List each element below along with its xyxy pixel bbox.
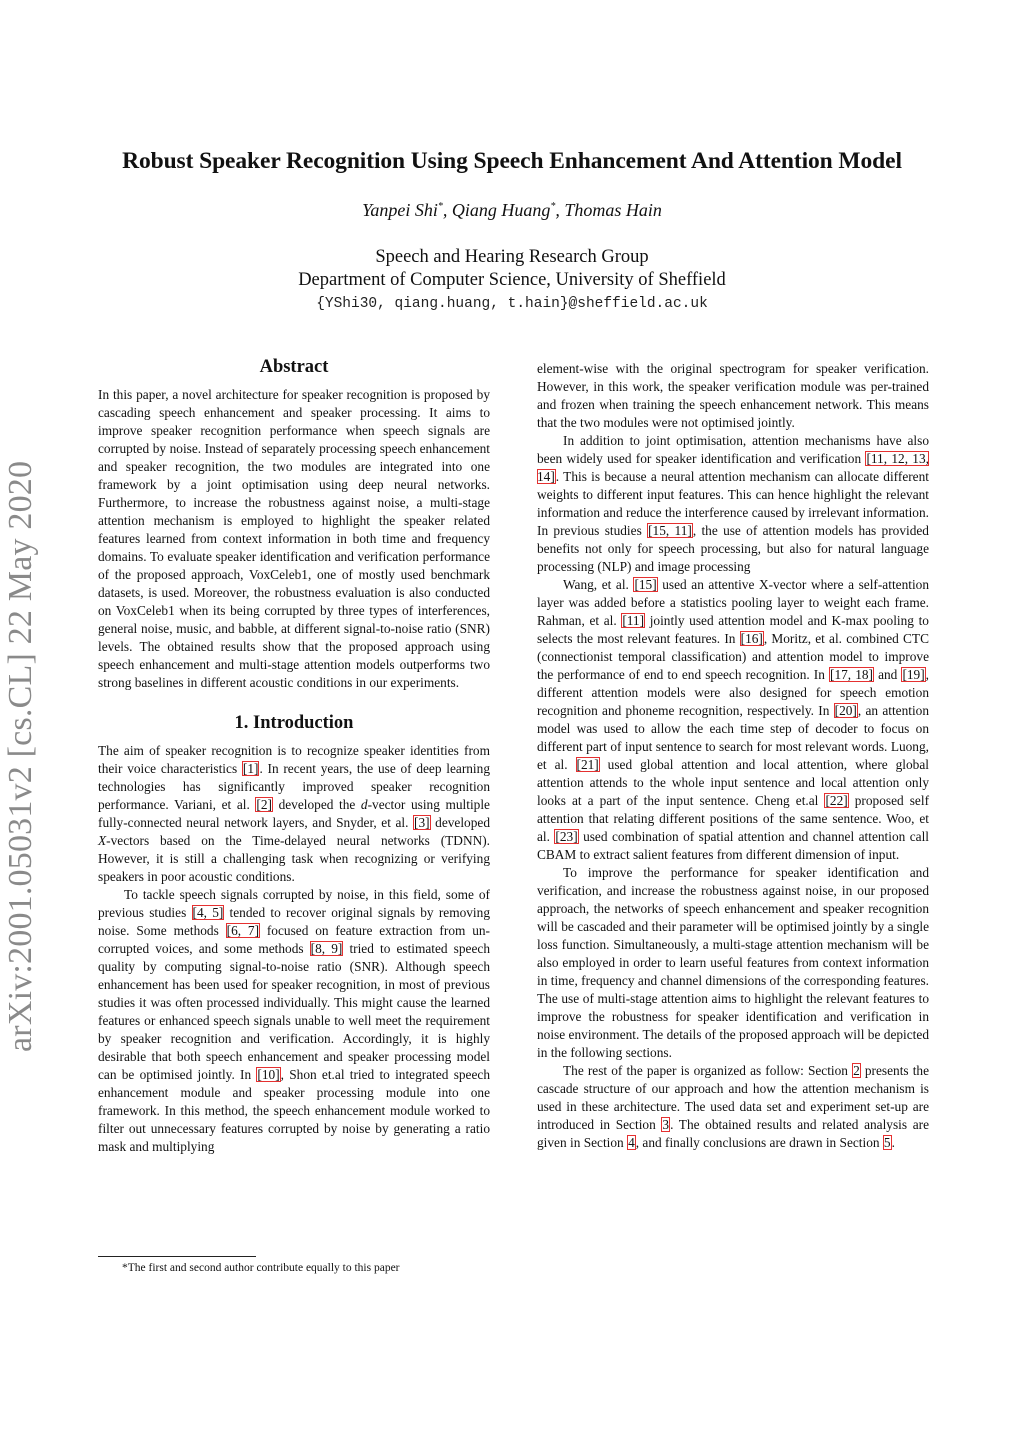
abstract-heading: Abstract <box>259 357 329 377</box>
citation-link[interactable]: [8, 9] <box>310 941 343 956</box>
intro-paragraph-2: To tackle speech signals corrupted by noise, in this field, some of previous studies [4, 5] tended to recover original signals by removing noise. Some methods [6, 7] focused on feature extraction from un-corrupted voices, and some methods [8, 9] tried to estimated speech quality by computing signal-to-noise ratio (SNR). Although speech enhancement has been used for speaker recognition, in most of previous studies it was often processed individually. This might cause the learned features or enhanced speech signals unable to well meet the requirement by speaker recognition and verification. Accordingly, it is highly desirable that both speech enhancement and speaker processing model can be optimised jointly. In [10], Shon et.al tried to integrated speech enhancement module and speaker processing module into one framework. In this method, the speech enhancement module worked to filter out unnecessary features corrupted by noise by generating a ratio mask and multiplying <box>98 887 490 1154</box>
author-mark: * <box>550 201 556 212</box>
citation-link[interactable]: [11, 12, 13, 14] <box>537 451 929 484</box>
abstract-text: In this paper, a novel architecture for speaker recognition is proposed by cascading speech enhancement and speaker processing. It aims to improve speaker recognition performance when speech signals are corrupted by noise. Instead of separately processing speech enhancement and speaker recognition, the two modules are integrated into one framework by a joint optimisation using deep neural networks. Furthermore, to increase the robustness against noise, a multi-stage attention mechanism is employed to highlight the speaker related features learned from context information in both time and frequency domains. To evaluate speaker identification and verification performance of the proposed approach, VoxCeleb1, one of mostly used benchmark datasets, is used. Moreover, the robustness evaluation is also conducted on VoxCeleb1 when its being corrupted by three types of interferences, general noise, music, and babble, at different signal-to-noise ratio (SNR) levels. The obtained results show that the proposed approach using speech enhancement and multi-stage attention models outperforms two strong baselines in different acoustic conditions in our experiments. <box>98 387 490 690</box>
arxiv-identifier: arXiv:2001.05031v2 [cs.CL] 22 May 2020 <box>2 460 39 1052</box>
author-separator: , <box>442 200 452 220</box>
citation-link[interactable]: [17, 18] <box>830 667 873 682</box>
author-mark: * <box>437 201 443 212</box>
citation-link[interactable]: [16] <box>740 631 763 646</box>
citation-link[interactable]: [11] <box>622 613 645 628</box>
intro-paragraph-1: The aim of speaker recognition is to recognize speaker identities from their voice characteristics [1]. In recent years, the use of deep learning technologies has significantly improved speaker recognition performance. Variani, et al. [2] developed the d-vector using multiple fully-connected neural network layers, and Snyder, et al. [3] developed X-vectors based on the Time-delayed neural networks (TDNN). However, it is still a challenging task when recognizing or verifying speakers in poor acoustic conditions. <box>98 743 490 884</box>
citation-link[interactable]: [21] <box>576 757 599 772</box>
section-link[interactable]: 2 <box>853 1063 860 1078</box>
author-name: Qiang Huang <box>451 200 551 220</box>
introduction-heading: 1. Introduction <box>234 713 354 733</box>
author-name: Yanpei Shi <box>362 200 438 220</box>
author-list <box>0 200 1024 221</box>
section-link[interactable]: 4 <box>628 1135 635 1150</box>
author-emails: {YShi30, qiang.huang, t.hain}@sheffield.ac.uk <box>316 296 708 312</box>
right-column <box>537 360 929 1152</box>
right-paragraph-1: element-wise with the original spectrogram for speaker verification. However, in this work, the speaker verification module was per-trained and frozen when training the speech enhancement network. This means that the two modules were not optimised jointly. <box>537 361 929 430</box>
citation-link[interactable]: [10] <box>257 1067 280 1082</box>
affiliation <box>0 246 1024 292</box>
citation-link[interactable]: [23] <box>555 829 578 844</box>
citation-link[interactable]: [20] <box>834 703 857 718</box>
author-separator: , <box>555 200 565 220</box>
footnote: *The first and second author contribute equally to this paper <box>122 1262 400 1274</box>
section-link[interactable]: 3 <box>662 1117 670 1132</box>
affiliation-department: Department of Computer Science, University of Sheffield <box>298 270 726 290</box>
section-link[interactable]: 5 <box>883 1135 891 1150</box>
citation-link[interactable]: [6, 7] <box>226 923 260 938</box>
citation-link[interactable]: [2] <box>256 797 272 812</box>
author-name: Thomas Hain <box>564 200 662 220</box>
left-column <box>98 352 490 1156</box>
right-paragraph-5: The rest of the paper is organized as follow: Section 2 presents the cascade structure of our approach and how the attention mechanism is used in these architecture. The used data set and experiment set-up are introduced in Section 3. The obtained results and related analysis are given in Section 4, and finally conclusions are drawn in Section 5. <box>537 1063 930 1150</box>
right-paragraph-2: In addition to joint optimisation, attention mechanisms have also been widely used for speaker identification and verification [11, 12, 13, 14]. This is because a neural attention mechanism can allocate different weights to different input features. This can hence highlight the relevant information and reduce the interference caused by irrelevant information. In previous studies [15, 11], the use of attention models has provided benefits not only for speech processing, but also for natural language processing (NLP) and image processing <box>537 433 929 574</box>
right-paragraph-3: Wang, et al. [15] used an attentive X-vector where a self-attention layer was added before a statistics pooling layer to weight each frame. Rahman, et al. [11] jointly used attention model and K-max pooling to selects the most relevant features. In [16], Moritz, et al. combined CTC (connectionist temporal classification) and attention model to improve the performance of end to end speech recognition. In [17, 18] and [19], different attention models were also designed for speech emotion recognition and phoneme recognition, respectively. In [20], an attention model was used to allow the each time step of decoder to focus on different part of input sentence to search for most relevant words. Luong, et al. [21] used global attention and local attention, where global attention attends to the whole input sentence and local attention only looks at a part of the input sentence. Cheng et.al [22] proposed self attention that relating different positions of the same sentence. Woo, et al. [23] used combination of spatial attention and channel attention call CBAM to extract salient features from different dimension of input. <box>537 577 930 862</box>
citation-link[interactable]: [19] <box>902 667 925 682</box>
affiliation-group: Speech and Hearing Research Group <box>375 247 649 267</box>
citation-link[interactable]: [4, 5] <box>192 905 224 920</box>
citation-link[interactable]: [3] <box>414 815 430 830</box>
paper-title: Robust Speaker Recognition Using Speech Enhancement And Attention Model <box>122 148 902 174</box>
footnote-divider <box>98 1256 256 1257</box>
citation-link[interactable]: [15, 11] <box>648 523 692 538</box>
citation-link[interactable]: [15] <box>634 577 657 592</box>
citation-link[interactable]: [22] <box>825 793 848 808</box>
citation-link[interactable]: [1] <box>242 761 259 776</box>
right-paragraph-4: To improve the performance for speaker identification and verification, and increase the robustness against noise, in our proposed approach, the networks of speech enhancement and speaker recognition will be cascaded and their parameter will be optimised jointly by a single loss function. Simultaneously, a multi-stage attention mechanism will be also employed in order to learn useful features from context information in time, frequency and channel dimensions of the corresponding features. The use of multi-stage attention aims to highlight the relevant features to improve the robustness for speaker identification and verification in noise environment. The details of the proposed approach will be depicted in the following sections. <box>537 865 929 1060</box>
